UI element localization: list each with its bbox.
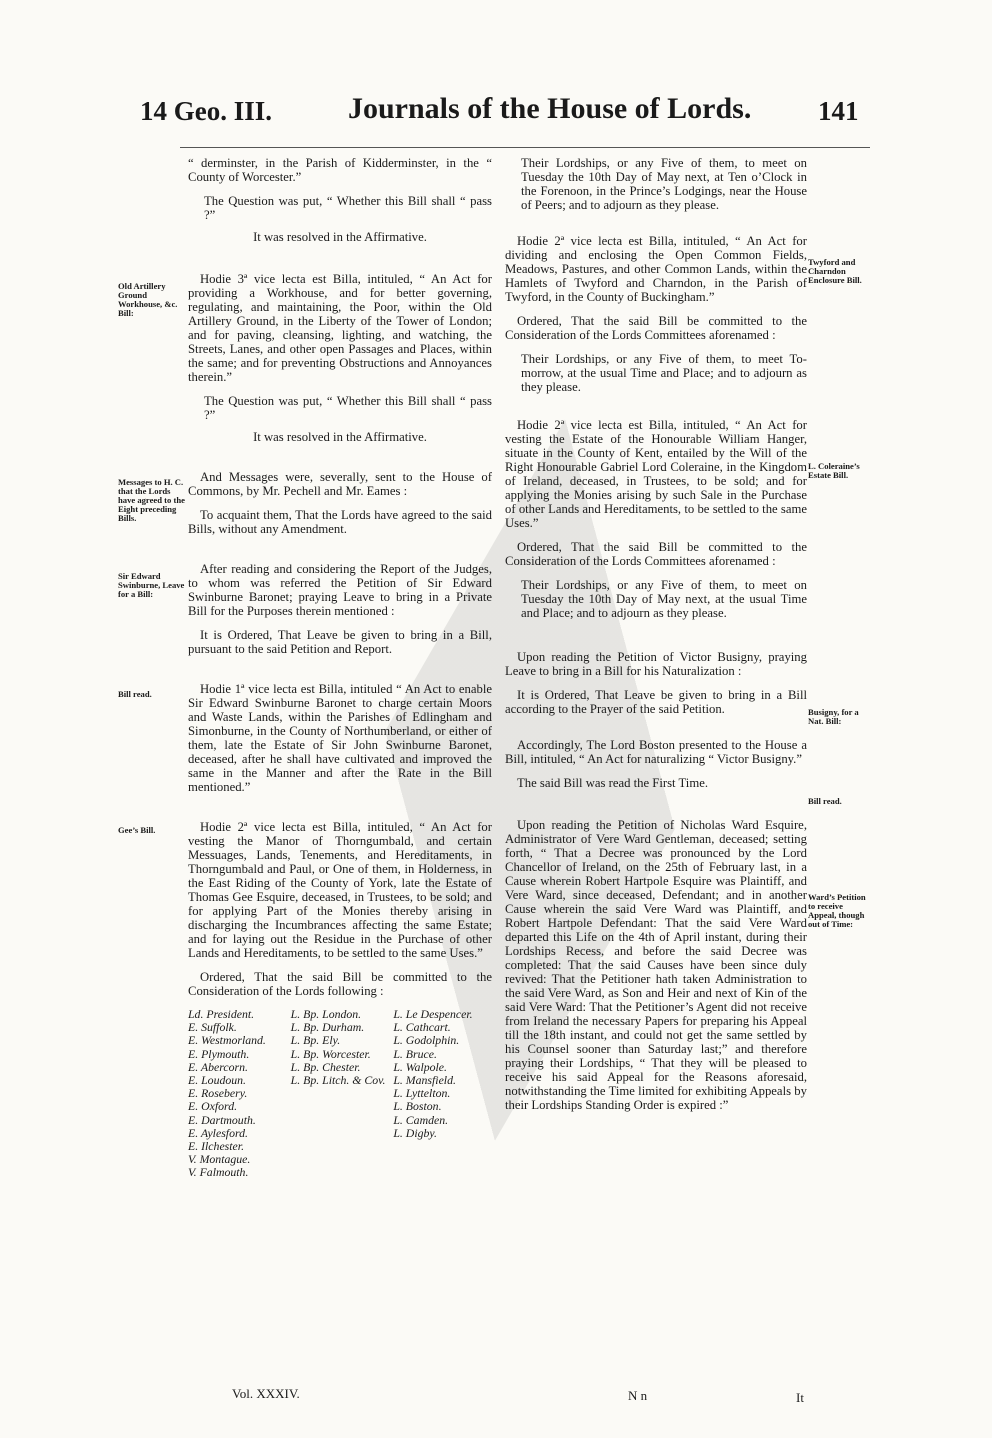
lord-name: L. Cathcart. — [393, 1020, 451, 1035]
lord-name: V. Montague. — [188, 1152, 251, 1167]
bill-entry-gee: Hodie 2ª vice lecta est Billa, intituled, “ An Act for vesting the Manor of Thorngumbald, and certain Messuages, Lands, Tenements, and Hereditaments, in Thorngumbald and Paul, or One of them, in Holderness, in the East Riding of the County of York, late the Estate of Thomas Gee Esquire, deceased, in Trustees, to be sold; and for applying Part of the Monies thereby arising in discharging the Incumbrances affecting the same Estate; and for laying out the Residue in the Purchase of other Lands and Hereditaments, to be settled to the same Uses.” — [188, 820, 492, 960]
lord-name: E. Loudoun. — [188, 1073, 247, 1088]
lord-name: L. Digby. — [393, 1125, 437, 1140]
lord-name: E. Aylesford. — [188, 1125, 248, 1140]
right-column — [505, 156, 807, 1122]
lord-name: L. Walpole. — [393, 1059, 447, 1074]
margin-note-gee: Gee’s Bill. — [118, 825, 156, 835]
lord-name: L. Camden. — [393, 1112, 449, 1127]
lord-name: E. Plymouth. — [188, 1046, 250, 1061]
lord-name: E. Ilchester. — [188, 1139, 245, 1154]
question-text: The Question was put, “ Whether this Bill shall “ pass ?” — [204, 394, 492, 422]
lord-name: E. Rosebery. — [188, 1086, 248, 1101]
meeting-notice: Their Lordships, or any Five of them, to meet on Tuesday the 10th Day of May next, at Ten o’Clock in the Forenoon, in the Prince’s Lodgings, near the House of Peers; and to adjourn as they please. — [521, 156, 807, 212]
page-number: 141 — [818, 96, 859, 126]
bill-presented: Accordingly, The Lord Boston presented to the House a Bill, intituled, “ An Act for naturalizing “ Victor Busigny.” — [505, 738, 807, 766]
regnal-year: 14 Geo. III. — [140, 96, 273, 126]
paragraph: “ derminster, in the Parish of Kidderminster, in the “ County of Worcester.” — [188, 156, 492, 184]
catchword: It — [796, 1390, 804, 1405]
bill-entry-twyford: Hodie 2ª vice lecta est Billa, intituled, “ An Act for dividing and enclosing the Open Common Fields, Meadows, Pastures, and other Common Lands, within the Hamlets of Twyford and Charndon, in the Parish of Twyford, in the County of Buckingham.” — [505, 234, 807, 304]
lord-name: Ld. President. — [188, 1007, 255, 1021]
lord-name: L. Godolphin. — [393, 1033, 460, 1048]
running-title: Journals of the House of Lords. — [348, 92, 752, 125]
page-header — [0, 90, 992, 140]
lord-name: V. Falmouth. — [188, 1165, 249, 1180]
lord-name: E. Dartmouth. — [188, 1112, 256, 1127]
margin-note-busigny: Busigny, for a Nat. Bill: — [808, 707, 859, 726]
meeting-notice: Their Lordships, or any Five of them, to meet To-morrow, at the usual Time and Place; and to adjourn as they please. — [521, 352, 807, 394]
margin-note-messages: Messages to H. C. that the Lords have agreed to the Eight preceding Bills. — [118, 477, 185, 523]
margin-note-ward: Ward’s Petition to receive Appeal, though out of Time: — [808, 892, 866, 929]
lord-name: L. Le Despencer. — [393, 1007, 473, 1021]
lord-name: L. Bp. Ely. — [290, 1033, 341, 1048]
lord-name: L. Bp. Worcester. — [290, 1046, 371, 1061]
lord-name: L. Boston. — [393, 1099, 442, 1114]
lord-name: L. Bp. London. — [290, 1007, 362, 1021]
lord-name: L. Lyttelton. — [393, 1086, 451, 1101]
lords-committee-list — [188, 1008, 492, 1180]
margin-note-artillery: Old Artillery Ground Workhouse, &c. Bill: — [118, 281, 178, 318]
meeting-notice: Their Lordships, or any Five of them, to meet on Tuesday the 10th Day of May next, at the usual Time and Place; and to adjourn as they please. — [521, 578, 807, 620]
lord-name: L. Bruce. — [393, 1046, 437, 1061]
committee-order: Ordered, That the said Bill be committed to the Consideration of the Lords Committees aforenamed : — [505, 540, 807, 568]
petition-ward: Upon reading the Petition of Nicholas Ward Esquire, Administrator of Vere Ward Gentleman, deceased; setting forth, “ That a Decree was pronounced by the Lord Chancellor of Ireland, on the 25th of February last, in a Cause wherein Robert Hartpole Esquire was Plaintiff, and Vere Ward, since deceased, Defendant; and in another Cause wherein the said Vere Ward was Plaintiff, and Robert Hartpole Defendant: That the said Vere Ward departed this Life on the 4th of April instant, during their Lordships Recess, and before the said Decree was completed: That the said Causes have been since duly revived: That the Petitioner hath taken Administration to the said Vere Ward, as Son and Heir and next of Kin of the said Vere Ward: That the Petitioner’s Agent did not receive from Ireland the necessary Papers for preparing his Appeal till the 18th instant, and could not get the same settled by his Counsel sooner than Saturday last;” and therefore praying their Lordships, “ That they will be pleased to receive his said Appeal for the Reasons aforesaid, notwithstanding the Time limited for exhibiting Appeals by their Lordships Standing Order is expired :” — [505, 818, 807, 1112]
lord-name: E. Abercorn. — [188, 1059, 248, 1074]
first-reading: The said Bill was read the First Time. — [517, 776, 709, 790]
bill-entry-artillery: Hodie 3ª vice lecta est Billa, intituled, “ An Act for providing a Workhouse, and for better governing, regulating, and maintaining, the Poor, within the Old Artillery Ground, in the Liberty of the Tower of London; and for paving, cleansing, lighting, and watching, the Streets, Lanes, and other open Passages and Places, within the same; and for preventing Obstructions and Annoyances therein.” — [188, 272, 492, 384]
order-entry: It is Ordered, That Leave be given to bring in a Bill according to the Prayer of the said Petition. — [505, 688, 807, 716]
order-entry: It is Ordered, That Leave be given to bring in a Bill, pursuant to the said Petition and Report. — [188, 628, 492, 656]
margin-note-twyford: Twyford and Charndon Enclosure Bill. — [808, 257, 862, 285]
lord-name: E. Suffolk. — [188, 1020, 237, 1035]
committee-order: Ordered, That the said Bill be committed to the Consideration of the Lords following : — [188, 970, 492, 998]
lords-column-3 — [393, 1008, 492, 1180]
left-column — [188, 156, 492, 1180]
swinburne-report-entry: After reading and considering the Report of the Judges, to whom was referred the Petition of Sir Edward Swinburne Baronet; praying Leave to bring in a Private Bill for the Purposes therein mentioned : — [188, 562, 492, 618]
bill-entry-swinburne: Hodie 1ª vice lecta est Billa, intituled “ An Act to enable Sir Edward Swinburne Baronet to charge certain Moors and Waste Lands, within the Parishes of Edlingham and Simonburne, in the County of Northumberland, or either of them, late the Estate of Sir John Swinburne Baronet, deceased, after he shall have cultivated and improved the same in the Manner and after the Rate in the Bill mentioned.” — [188, 682, 492, 794]
header-rule — [180, 147, 870, 148]
lord-name: L. Mansfield. — [393, 1073, 456, 1088]
lords-column-1 — [188, 1008, 287, 1180]
lord-name: L. Bp. Durham. — [290, 1020, 365, 1035]
messages-entry: And Messages were, severally, sent to the House of Commons, by Mr. Pechell and Mr. Eames : — [188, 470, 492, 498]
resolution-text: It was resolved in the Affirmative. — [253, 230, 427, 244]
resolution-text: It was resolved in the Affirmative. — [253, 430, 427, 444]
lord-name: L. Bp. Litch. & Cov. — [290, 1073, 386, 1088]
margin-note-swinburne: Sir Edward Swinburne, Leave for a Bill: — [118, 571, 185, 599]
signature-mark: N n — [628, 1388, 648, 1403]
margin-note-bill-read-right: Bill read. — [808, 796, 842, 806]
petition-busigny: Upon reading the Petition of Victor Busigny, praying Leave to bring in a Bill for his Naturalization : — [505, 650, 807, 678]
lords-column-2 — [291, 1008, 390, 1180]
margin-note-bill-read: Bill read. — [118, 689, 152, 699]
bill-entry-coleraine: Hodie 2ª vice lecta est Billa, intituled, “ An Act for vesting the Estate of the Honourable William Hanger, situate in the County of Kent, entailed by the Will of the Right Honourable Gabriel Lord Coleraine, in the Kingdom of Ireland, deceased, in Trustees, to be sold; and for applying the Monies arising by such Sale in the Purchase of other Lands and Hereditaments, to be settled to the same Uses.” — [505, 418, 807, 530]
committee-order: Ordered, That the said Bill be committed to the Consideration of the Lords Committees aforenamed : — [505, 314, 807, 342]
acquaint-entry: To acquaint them, That the Lords have agreed to the said Bills, without any Amendment. — [188, 508, 492, 536]
margin-note-coleraine: L. Coleraine’s Estate Bill. — [808, 461, 860, 480]
lord-name: E. Westmorland. — [188, 1033, 266, 1048]
question-text: The Question was put, “ Whether this Bill shall “ pass ?” — [204, 194, 492, 222]
lord-name: E. Oxford. — [188, 1099, 238, 1114]
volume-number: Vol. XXXIV. — [232, 1386, 300, 1401]
lord-name: L. Bp. Chester. — [290, 1059, 361, 1074]
